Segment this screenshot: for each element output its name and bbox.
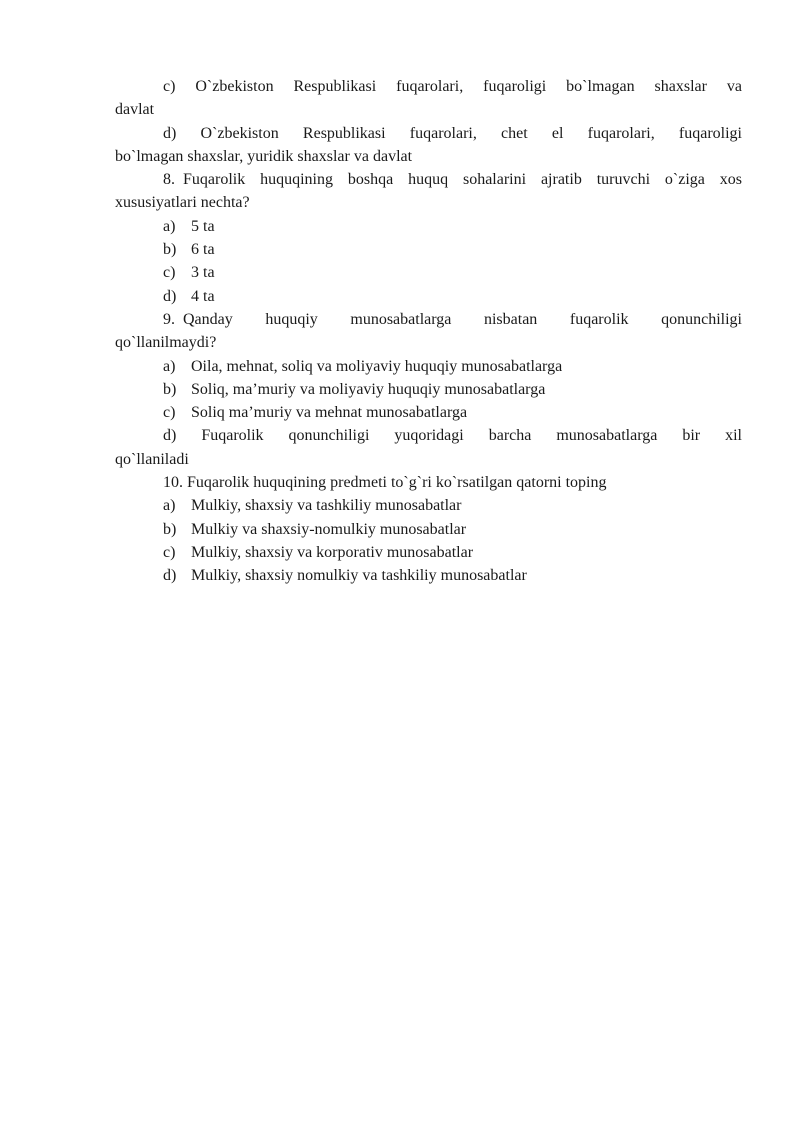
q9-option-d-line2: qo`llaniladi (115, 450, 189, 468)
option-letter: c) (163, 404, 176, 422)
option-text: Mulkiy, shaxsiy va korporativ munosabatlar (191, 543, 474, 561)
q9-option-a (115, 355, 742, 378)
option-letter: b) (163, 380, 177, 398)
q7-option-d-line2: bo`lmagan shaxslar, yuridik shaxslar va davlat (115, 147, 413, 165)
q9-question-line1 (115, 308, 742, 331)
option-text: Mulkiy va shaxsiy-nomulkiy munosabatlar (191, 520, 467, 538)
option-letter: c) (163, 264, 176, 282)
option-letter: d) (163, 567, 177, 585)
option-text: Soliq ma’muriy va mehnat munosabatlarga (191, 404, 468, 422)
option-text: 6 ta (191, 241, 215, 259)
option-letter: d) (163, 287, 177, 305)
q9-option-d-line1: d) Fuqarolik qonunchiligi yuqoridagi barcha munosabatlarga bir xil (163, 427, 742, 445)
option-text: Oila, mehnat, soliq va moliyaviy huquqiy munosabatlarga (191, 357, 563, 375)
q7-option-c-line1: c) O`zbekiston Respublikasi fuqarolari, fuqaroligi bo`lmagan shaxslar va (163, 78, 742, 95)
option-letter: a) (163, 497, 176, 515)
q8-number: 8. (163, 171, 175, 189)
option-letter: b) (163, 520, 177, 538)
q7-option-d-line1: d) O`zbekiston Respublikasi fuqarolari, chet el fuqarolari, fuqaroligi (163, 124, 742, 142)
option-text: Soliq, ma’muriy va moliyaviy huquqiy munosabatlarga (191, 380, 546, 398)
q10-number: 10. (163, 474, 183, 492)
q8-option-a (115, 215, 742, 238)
option-text: 4 ta (191, 287, 215, 305)
option-text: 5 ta (191, 217, 215, 235)
q10-question (115, 471, 742, 494)
q7-option-c-line2: davlat (115, 101, 155, 119)
q8-option-c (115, 261, 742, 284)
q10-option-b (115, 518, 742, 541)
option-text: Mulkiy, shaxsiy nomulkiy va tashkiliy munosabatlar (191, 567, 527, 585)
q8-question-line1 (115, 168, 742, 191)
option-letter: c) (163, 543, 176, 561)
option-letter: a) (163, 357, 176, 375)
option-text: 3 ta (191, 264, 215, 282)
q8-text: Fuqarolik huquqining boshqa huquq sohalarini ajratib turuvchi o`ziga xos (183, 171, 742, 189)
q10-option-a (115, 494, 742, 517)
q9-number: 9. (163, 310, 175, 328)
q9-option-b (115, 378, 742, 401)
q8-question-line2: xususiyatlari nechta? (115, 194, 250, 212)
q10-option-d (115, 564, 742, 587)
document-page (115, 75, 742, 588)
q9-question-line2: qo`llanilmaydi? (115, 334, 217, 352)
q9-text: Qanday huquqiy munosabatlarga nisbatan fuqarolik qonunchiligi (183, 310, 742, 328)
q10-text: Fuqarolik huquqining predmeti to`g`ri ko`rsatilgan qatorni toping (187, 474, 607, 492)
option-text: Mulkiy, shaxsiy va tashkiliy munosabatlar (191, 497, 462, 515)
q10-option-c (115, 541, 742, 564)
q8-option-d (115, 285, 742, 308)
q9-option-c (115, 401, 742, 424)
q8-option-b (115, 238, 742, 261)
option-letter: b) (163, 241, 177, 259)
option-letter: a) (163, 217, 176, 235)
